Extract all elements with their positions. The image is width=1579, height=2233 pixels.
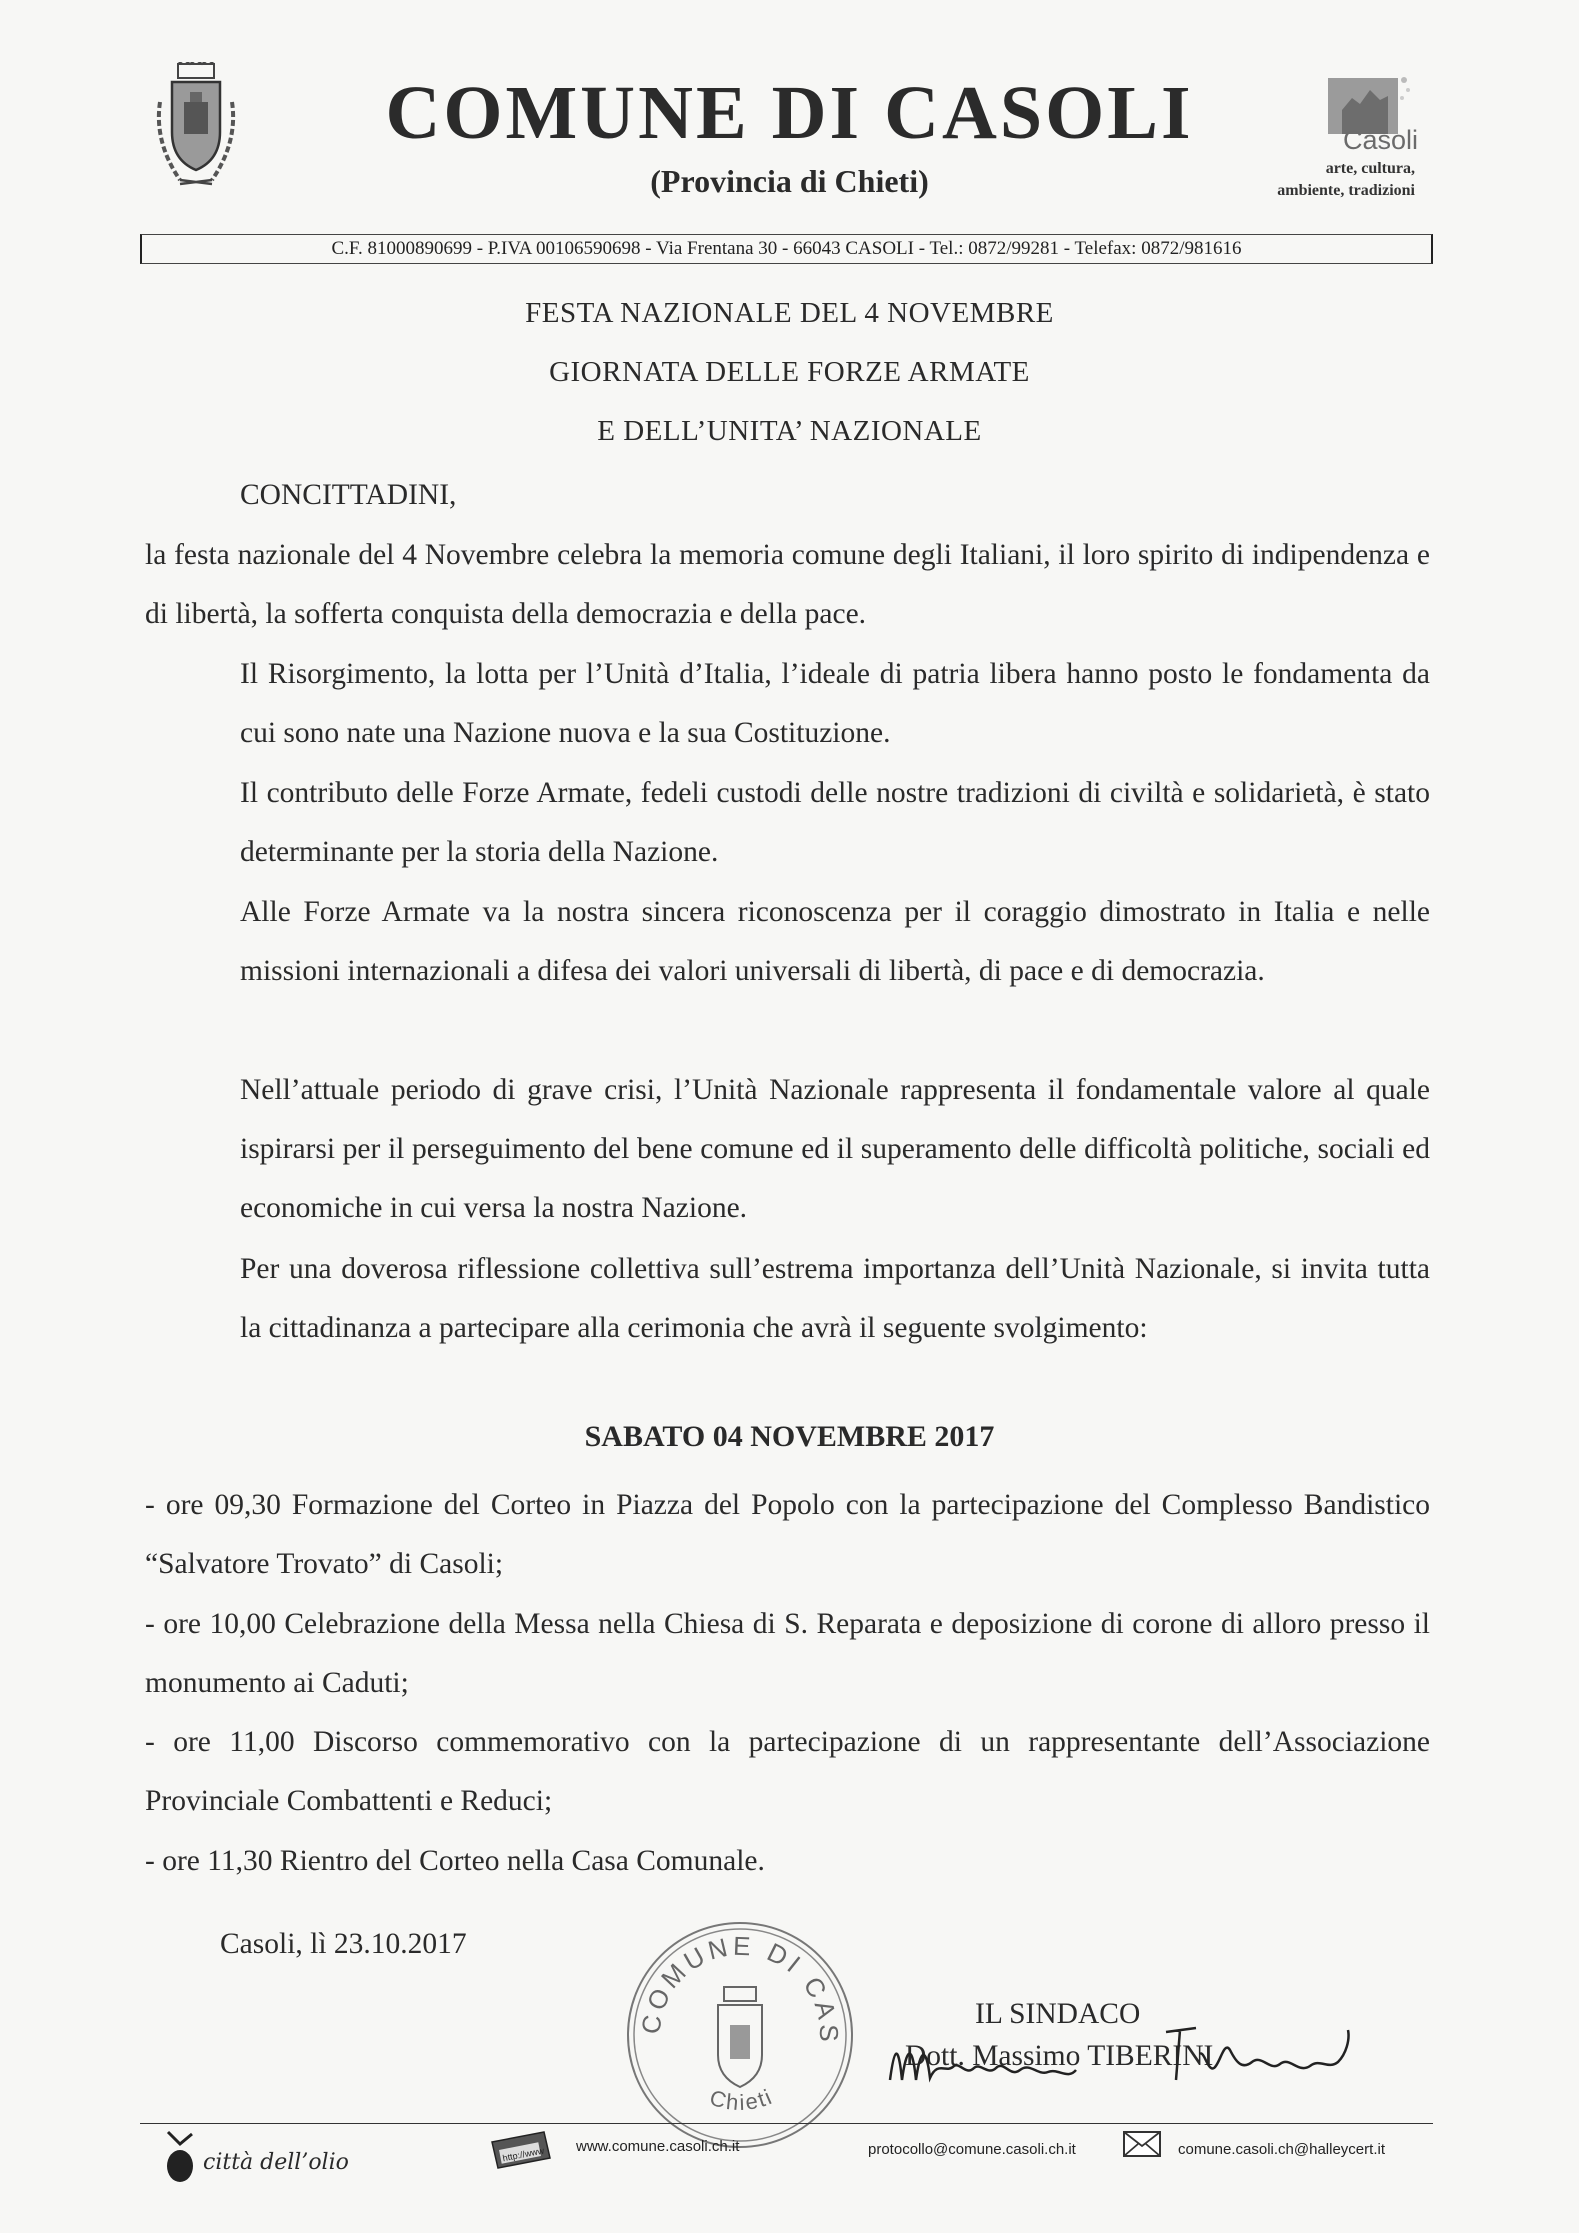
program-item-1: - ore 09,30 Formazione del Corteo in Piazza del Popolo con la partecipazione del Complesso Bandistico “Salvatore Trovato” di Casoli; xyxy=(145,1489,1430,1580)
web-icon-text: http://www xyxy=(501,2145,545,2164)
program-item-4: - ore 11,30 Rientro del Corteo nella Casa Comunale. xyxy=(145,1845,765,1877)
official-stamp xyxy=(620,1915,860,2155)
logo-tagline xyxy=(1230,158,1415,202)
footer-divider xyxy=(140,2123,1433,2124)
svg-text:Chieti xyxy=(707,2084,777,2116)
handwritten-signature xyxy=(880,2010,1380,2100)
logo-tagline-line-2: ambiente, tradizioni xyxy=(1277,182,1415,199)
logo-name: Casoli xyxy=(1342,125,1418,155)
heading-line-3: E DELL’UNITA’ NAZIONALE xyxy=(597,415,982,447)
mail-icon xyxy=(1122,2128,1164,2162)
program-item-3: - ore 11,00 Discorso commemorativo con la partecipazione di un rappresentante dell’Associazione Provinciale Combattenti e Reduci; xyxy=(145,1726,1430,1817)
signatory-role: IL SINDACO xyxy=(975,1998,1141,2030)
stamp-top-text: COMUNE DI CAS xyxy=(635,1930,845,2046)
footer-website[interactable]: www.comune.casoli.ch.it xyxy=(576,2138,740,2155)
paragraph-6: Per una doverosa riflessione collettiva sull’estrema importanza dell’Unità Nazionale, si invita tutta la cittadinanza a partecipare alla cerimonia che avrà il seguente svolgimento: xyxy=(240,1253,1430,1344)
paragraph-5: Nell’attuale periodo di grave crisi, l’Unità Nazionale rappresenta il fondamentale valore al quale ispirarsi per il perseguimento del bene comune ed il superamento delle difficoltà politiche, sociali ed economiche in cui versa la nostra Nazione. xyxy=(240,1074,1430,1224)
program-item-2: - ore 10,00 Celebrazione della Messa nella Chiesa di S. Reparata e deposizione di corone di alloro presso il monumento ai Caduti; xyxy=(145,1608,1430,1699)
footer-pec[interactable]: comune.casoli.ch@halleycert.it xyxy=(1178,2141,1385,2158)
heading-line-2: GIORNATA DELLE FORZE ARMATE xyxy=(549,356,1030,388)
paragraph-3: Il contributo delle Forze Armate, fedeli custodi delle nostre tradizioni di civiltà e solidarietà, è stato determinante per la storia della Nazione. xyxy=(240,777,1430,868)
page-subtitle: (Provincia di Chieti) xyxy=(650,163,929,199)
heading-line-1: FESTA NAZIONALE DEL 4 NOVEMBRE xyxy=(525,297,1054,329)
signatory-name: Dott. Massimo TIBERINI xyxy=(905,2040,1214,2072)
paragraph-4: Alle Forze Armate va la nostra sincera riconoscenza per il coraggio dimostrato in Italia e nelle missioni internazionali a difesa dei valori universali di libertà, di pace e di democrazia. xyxy=(240,896,1430,987)
footer-email[interactable]: protocollo@comune.casoli.ch.it xyxy=(868,2141,1076,2158)
olive-city-label: città dell’olio xyxy=(203,2150,349,2175)
stamp-bottom-text: Chieti xyxy=(706,2083,777,2116)
salutation: CONCITTADINI, xyxy=(240,479,457,511)
place-date: Casoli, lì 23.10.2017 xyxy=(220,1928,467,1960)
olive-icon xyxy=(160,2128,200,2186)
page-title: COMUNE DI CASOLI xyxy=(385,71,1194,155)
web-icon xyxy=(488,2128,554,2172)
paragraph-1: la festa nazionale del 4 Novembre celebra la memoria comune degli Italiani, il loro spirito di indipendenza e di libertà, la sofferta conquista della democrazia e della pace. xyxy=(145,539,1430,630)
logo-tagline-line-1: arte, cultura, xyxy=(1325,160,1415,177)
paragraph-2: Il Risorgimento, la lotta per l’Unità d’Italia, l’ideale di patria libera hanno posto le fondamenta da cui sono nate una Nazione nuova e la sua Costituzione. xyxy=(240,658,1430,749)
event-date: SABATO 04 NOVEMBRE 2017 xyxy=(584,1420,995,1453)
contact-info-bar: C.F. 81000890699 - P.IVA 00106590698 - Via Frentana 30 - 66043 CASOLI - Tel.: 0872/99281 - Telefax: 0872/981616 xyxy=(140,234,1433,264)
